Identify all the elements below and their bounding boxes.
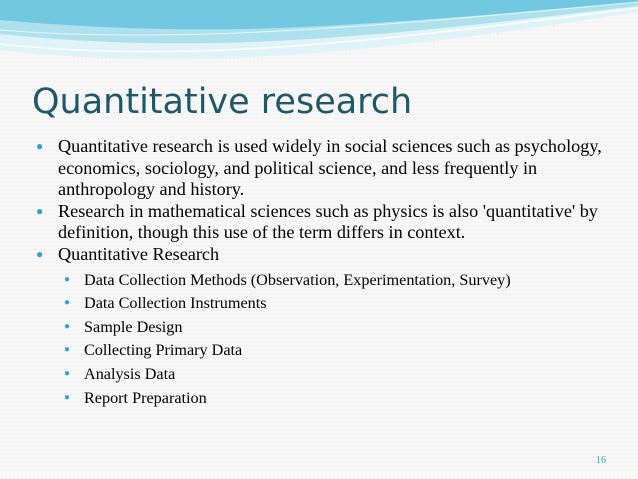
sub-bullet-marker-icon: ● [64, 297, 71, 309]
slide-content [36, 136, 606, 410]
bullet-marker-icon: ● [36, 203, 44, 218]
header-wave-banner [0, 0, 638, 80]
sub-bullet-text: Data Collection Instruments [84, 294, 267, 313]
sub-bullet-text: Data Collection Methods (Observation, Experimentation, Survey) [84, 270, 511, 289]
bullet-marker-icon: ● [36, 139, 44, 153]
bullet-text: Quantitative research is used widely in social sciences such as psychology, economics, sociology, and political science, and less frequently in anthropology and history. [58, 136, 602, 200]
sub-bullet-item [36, 387, 606, 411]
sub-bullet-item [36, 339, 606, 363]
sub-bullet-marker-icon: ● [64, 320, 71, 332]
sub-bullet-item [36, 316, 606, 340]
sub-bullet-item [36, 269, 606, 293]
slide-title: Quantitative research [32, 82, 413, 122]
sub-bullet-text: Collecting Primary Data [84, 341, 243, 360]
bullet-item [36, 136, 606, 201]
sub-bullet-marker-icon: ● [64, 273, 71, 285]
sub-bullet-list [36, 269, 606, 411]
sub-bullet-marker-icon: ● [64, 344, 71, 356]
bullet-item [36, 244, 606, 266]
sub-bullet-item [36, 292, 606, 316]
sub-bullet-item [36, 363, 606, 387]
sub-bullet-text: Sample Design [84, 317, 183, 336]
sub-bullet-marker-icon: ● [64, 367, 71, 379]
bullet-text: Quantitative Research [58, 243, 220, 264]
bullet-item [36, 201, 606, 244]
page-number: 16 [596, 455, 606, 466]
sub-bullet-marker-icon: ● [64, 391, 71, 403]
bullet-marker-icon: ● [36, 246, 44, 261]
bullet-text: Research in mathematical sciences such as physics is also 'quantitative' by definition, though this use of the term differs in context. [58, 200, 598, 243]
sub-bullet-text: Report Preparation [84, 388, 207, 407]
sub-bullet-text: Analysis Data [84, 364, 176, 383]
